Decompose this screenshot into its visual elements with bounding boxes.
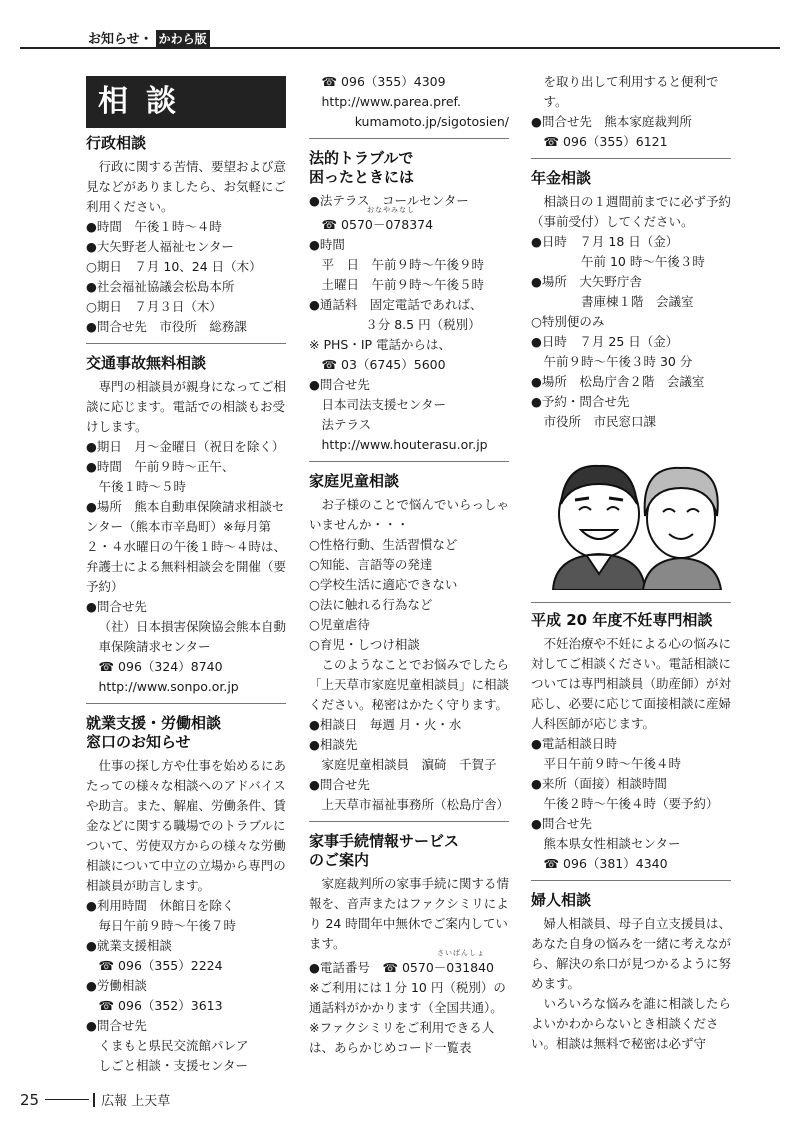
funin-contact-label: ●問合せ先	[531, 816, 592, 831]
shugyo-support-label: ●就業支援相談	[86, 938, 172, 953]
header-chip: かわら版	[156, 30, 210, 47]
kaji-ruby: さいばんしょ	[437, 949, 485, 957]
kaji-title: 家事手続情報サービス のご案内	[309, 832, 460, 869]
kotsu-url[interactable]: http://www.sonpo.or.jp	[98, 679, 239, 694]
fujin-body: 婦人相談員、母子自立支援員は、あなた自身の悩みを一緒に考えながら、解決の糸口が見つかるように努めます。	[531, 916, 732, 991]
katei-body: お子様のことで悩んでいらっしゃいませんか・・・	[309, 497, 510, 532]
funin-tel-hours-label: ●電話相談日時	[531, 736, 617, 751]
header-title: お知らせ・ かわら版	[88, 28, 210, 47]
shugyo-contact-org: くまもと県民交流館パレア	[98, 1038, 249, 1053]
kaji-body: 家庭裁判所の家事手続に関する情報を、音声またはファクシミリにより 24 時間年中無休でご案内しています。	[309, 876, 510, 951]
hoteki-weekday: 平 日 午前９時～午後９時	[321, 257, 485, 272]
funin-visit-label: ●来所（面接）相談時間	[531, 776, 667, 791]
column-3	[531, 72, 731, 1070]
hoteki-ruby: おなやみなし	[367, 206, 415, 214]
kaji-note-2-cont: を取り出して利用すると便利です。	[543, 74, 719, 109]
funin-contact-tel: ☎ 096（381）4340	[543, 856, 668, 871]
katei-item-3: ○学校生活に適応できない	[309, 577, 458, 592]
nenkin-section	[531, 169, 731, 438]
katei-item-1: ○性格行動、生活習慣など	[309, 537, 458, 552]
shugyo-section	[86, 714, 286, 1082]
hoteki-contact-label: ●問合せ先	[309, 377, 370, 392]
hoteki-contact-org-2: 法テラス	[321, 417, 372, 432]
fujin-title: 婦人相談	[531, 891, 592, 909]
shugyo-labor-label: ●労働相談	[86, 978, 147, 993]
gyosei-venue-2: ●社会福祉協議会松島本所	[86, 279, 235, 294]
funin-body: 不妊治療や不妊による心の悩みに対してご相談ください。電話相談については専門相談員（助産師）が対応し、必要に応じて面接相談に産婦人科医師が応じます。	[531, 636, 732, 731]
katei-title: 家庭児童相談	[309, 472, 400, 490]
katei-contact: 上天草市福祉事務所（松島庁舎）	[321, 797, 510, 812]
hoteki-contact-org: 日本司法支援センター	[321, 397, 447, 412]
nenkin-time-2: 午前９時～午後３時 30 分	[543, 354, 693, 369]
katei-contact-label: ●問合せ先	[309, 777, 370, 792]
nenkin-title: 年金相談	[531, 169, 592, 187]
page-number: 25	[20, 1090, 40, 1109]
kotsu-section	[86, 354, 286, 704]
fujin-section	[531, 891, 731, 1060]
nenkin-contact-label: ●予約・問合せ先	[531, 394, 630, 409]
shugyo-url-1[interactable]: http://www.parea.pref.	[321, 94, 462, 109]
section-banner: 相談	[86, 76, 286, 128]
gyosei-venue-1: ●大矢野老人福祉センター	[86, 239, 234, 254]
kaji-section	[309, 832, 509, 1064]
hoteki-tel-wrap	[309, 206, 509, 235]
hoteki-fee-2: ３分 8.5 円（税別）	[365, 317, 481, 332]
elderly-couple-illustration	[531, 444, 731, 590]
funin-contact-org: 熊本県女性相談センター	[543, 836, 681, 851]
katei-item-6: ○育児・しつけ相談	[309, 637, 420, 652]
shugyo-continued	[309, 72, 509, 139]
funin-title: 平成 20 年度不妊専門相談	[531, 611, 713, 629]
nenkin-date-1: ●日時 ７月 18 日（金）	[531, 234, 679, 249]
katei-item-2: ○知能、言語等の発達	[309, 557, 433, 572]
katei-item-5: ○児童虐待	[309, 617, 370, 632]
hoteki-phs: ※ PHS・IP 電話からは、	[309, 337, 452, 352]
kotsu-title: 交通事故無料相談	[86, 354, 207, 372]
shugyo-hours-2: 毎日午前９時～午後７時	[98, 918, 237, 933]
shugyo-extra-tel: ☎ 096（355）4309	[321, 74, 446, 89]
kotsu-time: ●時間 午前９時～正午、	[86, 459, 235, 474]
hoteki-phs-tel: ☎ 03（6745）5600	[321, 357, 446, 372]
funin-section	[531, 602, 731, 881]
kaji-contact-tel: ☎ 096（355）6121	[543, 134, 668, 149]
nenkin-contact: 市役所 市民窓口課	[543, 414, 657, 429]
shugyo-contact-label: ●問合せ先	[86, 1018, 147, 1033]
column-1	[86, 72, 286, 1092]
gyosei-time: ●時間 午後１時～４時	[86, 219, 222, 234]
kaji-continued	[531, 72, 731, 159]
publication-name: 広報 上天草	[101, 1094, 171, 1109]
kaji-note-2: ※ファクシミリをご利用できる人は、あらかじめコード一覧表	[309, 1020, 495, 1055]
nenkin-place-2: ●場所 松島庁舎２階 会議室	[531, 374, 705, 389]
hoteki-tel: ☎ 0570－078374	[321, 217, 434, 232]
katei-item-4: ○法に触れる行為など	[309, 597, 433, 612]
shugyo-body: 仕事の探し方や仕事を始めるにあたっての様々な相談へのアドバイスや助言。また、解雇、労働条件、賃金などに関する職場でのトラブルについて、労使双方からの様々な労働相談について中立の立場から専門の相談員が助言します。	[86, 758, 287, 893]
nenkin-time-1: 午前 10 時～午後３時	[581, 254, 705, 269]
nenkin-body: 相談日の１週間前までに必ず予約（事前受付）してください。	[531, 194, 732, 229]
shugyo-support-tel: ☎ 096（355）2224	[98, 958, 223, 973]
shugyo-hours: ●利用時間 休館日を除く	[86, 898, 235, 913]
fujin-body-2: いろいろな悩みを誰に相談したらよいかわからないとき相談ください。相談は無料で秘密は必ず守	[531, 996, 732, 1051]
hoteki-section	[309, 149, 509, 462]
kaji-tel: ☎ 0570－031840	[382, 960, 495, 975]
kotsu-tel: ☎ 096（324）8740	[98, 659, 223, 674]
gyosei-date-2: ○期日 ７月３日（木）	[86, 299, 222, 314]
hoteki-fee: ●通話料 固定電話であれば、	[309, 297, 483, 312]
nenkin-date-2: ●日時 ７月 25 日（金）	[531, 334, 679, 349]
kaji-contact: ●問合せ先 熊本家庭裁判所	[531, 114, 692, 129]
shugyo-title: 就業支援・労働相談 窓口のお知らせ	[86, 714, 222, 751]
footer-rule	[45, 1099, 89, 1100]
gyosei-body: 行政に関する苦情、要望および意見などがありましたら、お気軽にご利用ください。	[86, 159, 287, 214]
katei-counselor-label: ●相談先	[309, 737, 358, 752]
funin-tel-hours: 平日午前９時～午後４時	[543, 756, 682, 771]
katei-section	[309, 472, 509, 822]
kotsu-body: 専門の相談員が親身になってご相談に応じます。電話での相談もお受けします。	[86, 379, 287, 434]
hoteki-title: 法的トラブルで 困ったときには	[309, 149, 415, 186]
kaji-tel-wrap	[309, 949, 509, 978]
funin-visit-hours: 午後２時～午後４時（要予約）	[543, 796, 719, 811]
hoteki-saturday: 土曜日 午前９時～午後５時	[321, 277, 485, 292]
gyosei-title: 行政相談	[86, 134, 147, 152]
kaji-tel-label: ●電話番号	[309, 960, 370, 975]
hoteki-time-label: ●時間	[309, 237, 345, 252]
katei-body-2: このようなことでお悩みでしたら「上天草市家庭児童相談員」に相談ください。秘密はかたく守ります。	[309, 657, 510, 712]
gyosei-date-1: ○期日 ７月 10、24 日（木）	[86, 259, 262, 274]
gyosei-contact: ●問合せ先 市役所 総務課	[86, 319, 247, 334]
nenkin-place-1: ●場所 大矢野庁舎	[531, 274, 642, 289]
kotsu-days: ●期日 月～金曜日（祝日を除く）	[86, 439, 285, 454]
kaji-note-1: ※ご利用には１分 10 円（税別）の通話料がかかります（全国共通）。	[309, 980, 506, 1015]
kotsu-contact-label: ●問合せ先	[86, 599, 147, 614]
katei-counselor: 家庭児童相談員 濵碕 千賀子	[321, 757, 497, 772]
shugyo-contact-dept: しごと相談・支援センター	[98, 1058, 249, 1073]
nenkin-room-1: 書庫棟１階 会議室	[581, 294, 694, 309]
shugyo-labor-tel: ☎ 096（352）3613	[98, 998, 223, 1013]
gyosei-section	[86, 134, 286, 344]
kotsu-time-2: 午後１時～５時	[98, 479, 187, 494]
shugyo-url-2[interactable]: kumamoto.jp/sigotosien/	[354, 114, 509, 129]
katei-days: ●相談日 毎週 月・火・水	[309, 717, 462, 732]
kotsu-contact-org: （社）日本損害保険協会熊本自動車保険請求センター	[98, 619, 287, 654]
header-rule	[20, 47, 780, 49]
hoteki-url[interactable]: http://www.houterasu.or.jp	[321, 437, 488, 452]
footer-tick	[93, 1093, 95, 1107]
hoteki-callcenter: ●法テラス コールセンター	[309, 193, 469, 208]
kotsu-place: ●場所 熊本自動車保険請求相談センター（熊本市辛島町）※毎月第２・４水曜日の午後１時～４時は、弁護士による無料相談会を開催（要予約）	[86, 499, 287, 594]
nenkin-special: ○特別便のみ	[531, 314, 605, 329]
page-footer	[20, 1090, 170, 1109]
column-2	[309, 72, 509, 1074]
